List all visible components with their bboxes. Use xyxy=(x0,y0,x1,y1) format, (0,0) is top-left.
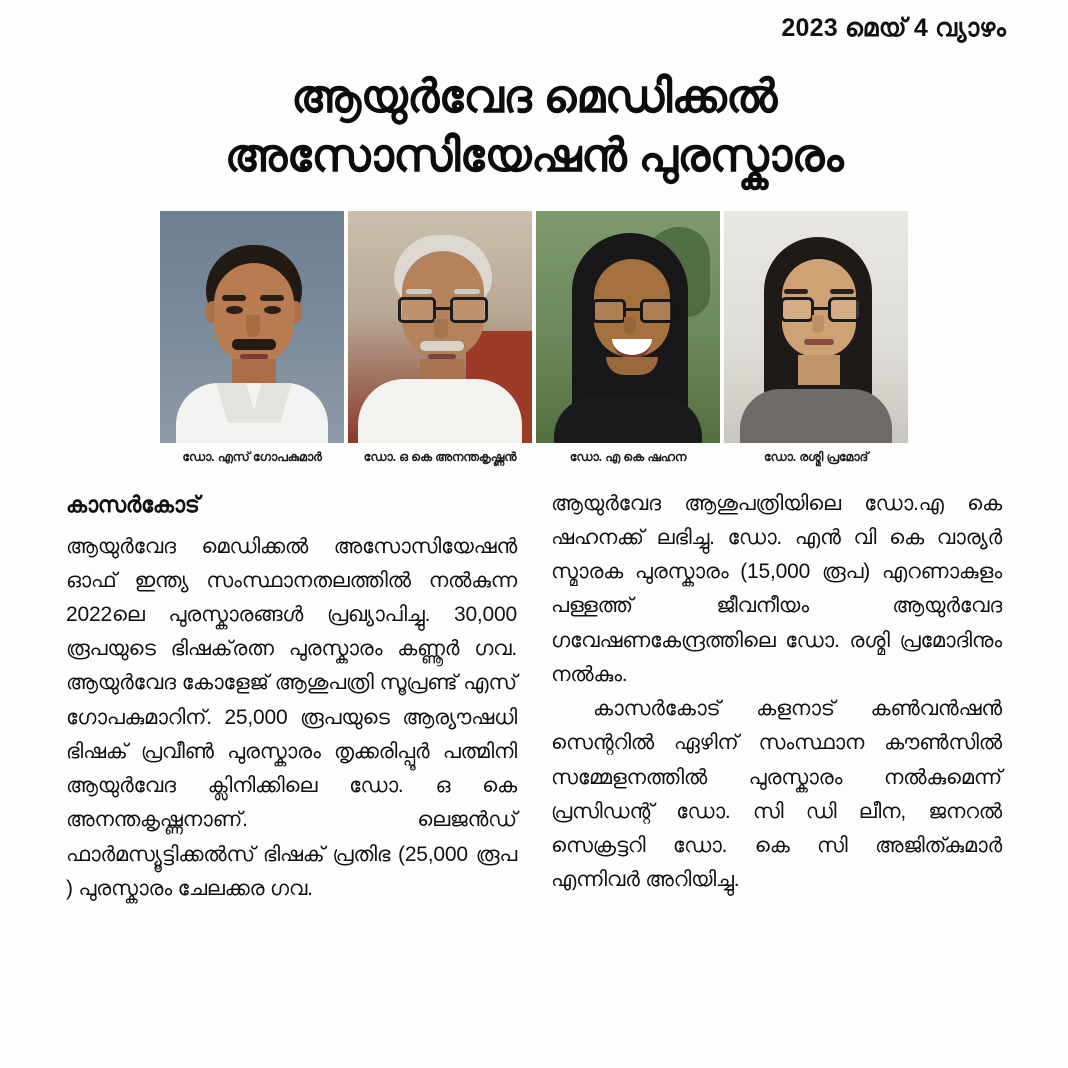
eyebrow-left-shape xyxy=(406,289,432,294)
dateline-city: കാസർകോട് xyxy=(66,491,200,517)
garment-shape xyxy=(740,389,892,443)
portrait-ananthakrishnan xyxy=(348,211,532,443)
lens-left-shape xyxy=(592,299,626,323)
column-right xyxy=(551,487,1002,906)
moustache-shape xyxy=(232,339,276,350)
photo-captions xyxy=(0,450,1068,465)
eyebrow-right-shape xyxy=(454,289,480,294)
eyebrow-left-shape xyxy=(222,295,246,301)
paragraph-right-2: കാസർകോട് കളനാട് കൺവൻഷൻ സെന്ററിൽ ഏഴിന് സംസ്ഥാന കൗൺസിൽ സമ്മേളനത്തിൽ പുരസ്കാരം നൽകുമെന്ന് പ്രസിഡന്റ് ഡോ. സി ഡി ലീന, ജനറൽ സെക്രട്ടറി ഡോ. കെ സി അജിത്കുമാർ എന്നിവർ അറിയിച്ചു. xyxy=(551,697,1002,892)
headline-line-2: അസോസിയേഷൻ പുരസ്കാരം xyxy=(224,128,844,181)
shirt-shape xyxy=(358,379,522,443)
caption-rashmi-pramod: ഡോ. രശ്മി പ്രമോദ് xyxy=(763,449,869,464)
eyebrow-right-shape xyxy=(830,289,854,294)
lens-left-shape xyxy=(780,297,814,322)
portrait-shahana xyxy=(536,211,720,443)
nose-shape xyxy=(624,317,636,335)
neck-shape xyxy=(798,355,840,385)
portrait-rashmi-pramod xyxy=(724,211,908,443)
caption-shahana: ഡോ. എ കെ ഷഹന xyxy=(569,449,687,464)
bridge-shape xyxy=(626,308,640,311)
lens-right-shape xyxy=(450,297,488,323)
lens-right-shape xyxy=(828,297,862,322)
page-title xyxy=(70,67,998,185)
eye-left-shape xyxy=(226,306,243,314)
paragraph-left-1: ആയുർവേദ മെഡിക്കൽ അസോസിയേഷൻ ഓഫ് ഇന്ത്യ സംസ്ഥാനതലത്തിൽ നൽകുന്ന 2022ലെ പുരസ്കാരങ്ങൾ പ്രഖ്യാപിച്ചു. 30,000 രൂപയുടെ ഭിഷക്‌രത്ന പുരസ്കാരം കണ്ണൂർ ഗവ. ആയുർവേദ കോളേജ് ആശുപത്രി സൂപ്രണ്ട് എസ് ഗോപകുമാറിന്. 25,000 രൂപയുടെ ആര്യൗഷധി ഭിഷക് പ്രവീൺ പുരസ്കാരം തൃക്കരിപ്പൂർ പത്മിനി ആയുർവേദ ക്ലിനിക്കിലെ ഡോ. ഒ കെ അനന്തകൃഷ്ണനാണ്. ലെജൻഡ് ഫാർമസ്യൂട്ടിക്കൽസ് ഭിഷക് പ്രതിഭ (25,000 രൂപ ) പുരസ്കാരം ചേലക്കര ഗവ. xyxy=(66,534,517,900)
paragraph-right-1: ആയുർവേദ ആശുപത്രിയിലെ ഡോ.എ കെ ഷഹനക്ക് ലഭിച്ചു. ഡോ. എൻ വി കെ വാര്യർ സ്മാരക പുരസ്കാരം (15,000 രൂപ) എറണാകുളം പള്ളത്ത് ജീവനീയം ആയുർവേദ ഗവേഷണകേന്ദ്രത്തിലെ ഡോ. രശ്മി പ്രമോദിനും നൽകും. xyxy=(551,491,1002,686)
portrait-gopakumar xyxy=(160,211,344,443)
nose-shape xyxy=(434,319,448,339)
mouth-shape xyxy=(804,339,834,345)
eye-right-shape xyxy=(264,306,281,314)
nose-shape xyxy=(246,315,260,337)
caption-ananthakrishnan: ഡോ. ഒ കെ അനന്തകൃഷ്ണൻ xyxy=(363,449,517,464)
publication-date: 2023 മെയ് 4 വ്യാഴം xyxy=(781,14,1006,42)
eyebrow-left-shape xyxy=(784,289,808,294)
lens-right-shape xyxy=(640,299,674,323)
eyebrow-right-shape xyxy=(260,295,284,301)
nose-shape xyxy=(812,315,824,333)
moustache-shape xyxy=(420,341,464,351)
headline-line-1: ആയുർവേദ മെഡിക്കൽ xyxy=(291,70,777,122)
lens-left-shape xyxy=(398,297,436,323)
caption-gopakumar: ഡോ. എസ് ഗോപകുമാർ xyxy=(182,449,322,464)
bridge-shape xyxy=(814,307,828,310)
column-left xyxy=(66,487,517,906)
photo-strip xyxy=(0,211,1068,443)
shoulders-shape xyxy=(554,397,702,443)
bridge-shape xyxy=(436,307,450,310)
article-body xyxy=(66,487,1002,906)
